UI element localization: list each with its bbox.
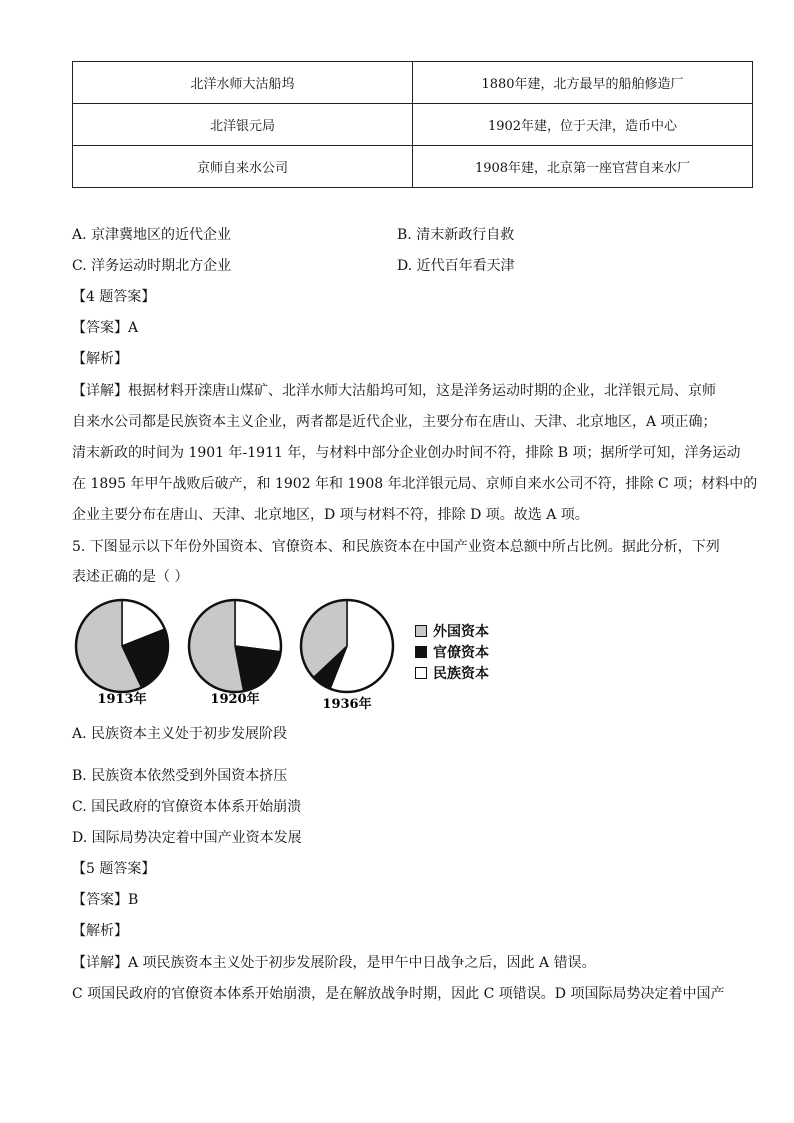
q4-detail-line: 在 1895 年甲午战败后破产，和 1902 年和 1908 年北洋银元局、京师自来水公司不符，排除 C 项；材料中的 — [72, 476, 758, 492]
q5-option-c: C. 国民政府的官僚资本体系开始崩溃 — [72, 799, 302, 815]
q5-analysis-tag: 【解析】 — [72, 923, 128, 939]
q4-detail-line: 【详解】根据材料开滦唐山煤矿、北洋水师大沽船坞可知，这是洋务运动时期的企业，北洋银元局、京师 — [72, 383, 716, 399]
legend-label: 外国资本 — [433, 623, 489, 640]
q4-detail-line: 自来水公司都是民族资本主义企业，两者都是近代企业，主要分布在唐山、天津、北京地区，A 项正确； — [72, 414, 717, 430]
enterprise-table — [72, 61, 753, 188]
q4-option-a: A. 京津冀地区的近代企业 — [72, 227, 232, 243]
q5-option-d: D. 国际局势决定着中国产业资本发展 — [72, 830, 302, 846]
table-cell: 京师自来水公司 — [73, 146, 413, 188]
q4-detail-line: 清末新政的时间为 1901 年-1911 年，与材料中部分企业创办时间不符，排除 B 项；据所学可知，洋务运动 — [72, 445, 741, 461]
legend-swatch — [415, 646, 427, 658]
table-cell: 1908年建，北京第一座官营自来水厂 — [413, 146, 753, 188]
pie-year-label: 1913年 — [97, 692, 147, 707]
q4-option-d: D. 近代百年看天津 — [397, 258, 515, 274]
q4-detail-line: 企业主要分布在唐山、天津、北京地区，D 项与材料不符，排除 D 项。故选 A 项。 — [72, 507, 589, 523]
pie-year-label: 1936年 — [322, 697, 372, 712]
legend-item-national — [415, 662, 489, 683]
q4-option-c: C. 洋务运动时期北方企业 — [72, 258, 232, 274]
q4-answer-tag: 【4 题答案】 — [72, 289, 156, 305]
table-row — [73, 104, 753, 146]
pie-1913年 — [76, 600, 168, 707]
q5-answer-line: 【答案】B — [72, 892, 139, 908]
table-cell: 北洋水师大沽船坞 — [73, 62, 413, 104]
legend-item-bureaucratic — [415, 641, 489, 662]
table-cell: 1902年建，位于天津，造币中心 — [413, 104, 753, 146]
legend-label: 官僚资本 — [433, 644, 489, 661]
q5-option-a: A. 民族资本主义处于初步发展阶段 — [72, 726, 288, 742]
pie-slice-外国资本 — [189, 600, 244, 692]
q5-detail-line: 【详解】A 项民族资本主义处于初步发展阶段，是甲午中日战争之后，因此 A 错误。 — [72, 955, 596, 971]
pie-year-label: 1920年 — [210, 692, 260, 707]
q4-answer-line: 【答案】A — [72, 320, 139, 336]
q5-detail-line: C 项国民政府的官僚资本体系开始崩溃，是在解放战争时期，因此 C 项错误。D 项国际局势决定着中国产 — [72, 986, 725, 1002]
chart-legend — [415, 620, 489, 683]
q4-analysis-tag: 【解析】 — [72, 351, 128, 367]
table-cell: 1880年建，北方最早的船舶修造厂 — [413, 62, 753, 104]
q5-stem-line: 表述正确的是（ ） — [72, 569, 189, 585]
table-row — [73, 146, 753, 188]
q5-option-b: B. 民族资本依然受到外国资本挤压 — [72, 768, 288, 784]
legend-swatch — [415, 625, 427, 637]
pie-1936年 — [301, 600, 393, 712]
q5-answer-tag: 【5 题答案】 — [72, 861, 156, 877]
legend-label: 民族资本 — [433, 665, 489, 682]
table-cell: 北洋银元局 — [73, 104, 413, 146]
q5-stem-line: 5. 下图显示以下年份外国资本、官僚资本、和民族资本在中国产业资本总额中所占比例。据此分析，下列 — [72, 539, 720, 555]
pie-slice-民族资本 — [235, 600, 281, 652]
legend-item-foreign — [415, 620, 489, 641]
table-row — [73, 62, 753, 104]
pie-1920年 — [189, 600, 281, 707]
legend-swatch — [415, 667, 427, 679]
q4-option-b: B. 清末新政行自救 — [397, 227, 515, 243]
